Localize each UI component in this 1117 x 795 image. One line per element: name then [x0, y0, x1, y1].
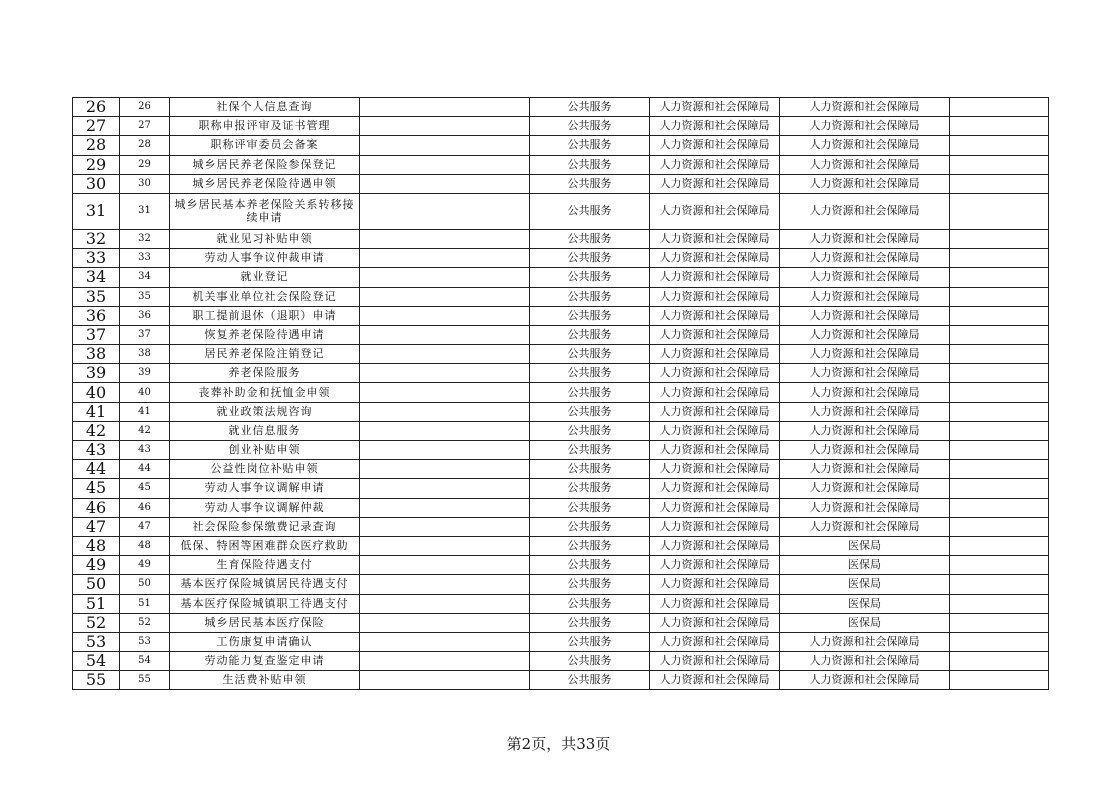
department-cell: 人力资源和社会保障局 [650, 364, 780, 383]
item-code-cell: 45 [120, 479, 170, 498]
remarks-cell [950, 229, 1049, 248]
remarks-cell [950, 594, 1049, 613]
item-name-cell: 基本医疗保险城镇居民待遇支付 [170, 575, 360, 594]
item-name-cell: 社会保险参保缴费记录查询 [170, 517, 360, 536]
remarks-cell [950, 268, 1049, 287]
remarks-cell [950, 325, 1049, 344]
row-number-cell: 40 [73, 383, 120, 402]
item-code-cell: 30 [120, 174, 170, 193]
item-type-cell: 公共服务 [530, 498, 650, 517]
row-number-cell: 44 [73, 460, 120, 479]
table-row [73, 117, 1049, 136]
implementing-agency-cell: 人力资源和社会保障局 [780, 383, 950, 402]
department-cell: 人力资源和社会保障局 [650, 383, 780, 402]
remarks-cell [950, 536, 1049, 555]
blank-cell-cell [360, 249, 530, 268]
department-cell: 人力资源和社会保障局 [650, 498, 780, 517]
item-code-cell: 52 [120, 613, 170, 632]
department-cell: 人力资源和社会保障局 [650, 249, 780, 268]
item-name-cell: 城乡居民基本养老保险关系转移接续申请 [170, 193, 360, 229]
remarks-cell [950, 345, 1049, 364]
table-row [73, 671, 1049, 690]
department-cell: 人力资源和社会保障局 [650, 306, 780, 325]
blank-cell-cell [360, 136, 530, 155]
item-code-cell: 36 [120, 306, 170, 325]
remarks-cell [950, 117, 1049, 136]
row-number-cell: 47 [73, 517, 120, 536]
item-code-cell: 35 [120, 287, 170, 306]
implementing-agency-cell: 人力资源和社会保障局 [780, 136, 950, 155]
table-row [73, 536, 1049, 555]
table-row [73, 517, 1049, 536]
item-code-cell: 54 [120, 652, 170, 671]
row-number-cell: 52 [73, 613, 120, 632]
table-row [73, 229, 1049, 248]
item-type-cell: 公共服务 [530, 421, 650, 440]
department-cell: 人力资源和社会保障局 [650, 268, 780, 287]
implementing-agency-cell: 人力资源和社会保障局 [780, 287, 950, 306]
item-type-cell: 公共服务 [530, 174, 650, 193]
table-row [73, 652, 1049, 671]
item-code-cell: 40 [120, 383, 170, 402]
implementing-agency-cell: 人力资源和社会保障局 [780, 98, 950, 117]
row-number-cell: 38 [73, 345, 120, 364]
table-row [73, 306, 1049, 325]
item-type-cell: 公共服务 [530, 306, 650, 325]
implementing-agency-cell: 人力资源和社会保障局 [780, 498, 950, 517]
item-name-cell: 就业政策法规咨询 [170, 402, 360, 421]
item-type-cell: 公共服务 [530, 98, 650, 117]
row-number-cell: 55 [73, 671, 120, 690]
item-type-cell: 公共服务 [530, 613, 650, 632]
department-cell: 人力资源和社会保障局 [650, 402, 780, 421]
item-code-cell: 26 [120, 98, 170, 117]
item-type-cell: 公共服务 [530, 460, 650, 479]
remarks-cell [950, 652, 1049, 671]
department-cell: 人力资源和社会保障局 [650, 421, 780, 440]
blank-cell-cell [360, 287, 530, 306]
item-name-cell: 城乡居民基本医疗保险 [170, 613, 360, 632]
item-code-cell: 33 [120, 249, 170, 268]
row-number-cell: 27 [73, 117, 120, 136]
item-name-cell: 创业补贴申领 [170, 441, 360, 460]
table-row [73, 575, 1049, 594]
remarks-cell [950, 517, 1049, 536]
item-code-cell: 29 [120, 155, 170, 174]
item-code-cell: 43 [120, 441, 170, 460]
implementing-agency-cell: 人力资源和社会保障局 [780, 229, 950, 248]
item-code-cell: 34 [120, 268, 170, 287]
department-cell: 人力资源和社会保障局 [650, 155, 780, 174]
item-name-cell: 劳动人事争议调解申请 [170, 479, 360, 498]
blank-cell-cell [360, 306, 530, 325]
blank-cell-cell [360, 155, 530, 174]
item-type-cell: 公共服务 [530, 268, 650, 287]
row-number-cell: 48 [73, 536, 120, 555]
item-name-cell: 职称申报评审及证书管理 [170, 117, 360, 136]
item-name-cell: 城乡居民养老保险参保登记 [170, 155, 360, 174]
item-code-cell: 48 [120, 536, 170, 555]
item-code-cell: 51 [120, 594, 170, 613]
row-number-cell: 53 [73, 632, 120, 651]
item-code-cell: 38 [120, 345, 170, 364]
item-name-cell: 低保、特困等困难群众医疗救助 [170, 536, 360, 555]
item-code-cell: 31 [120, 193, 170, 229]
item-name-cell: 基本医疗保险城镇职工待遇支付 [170, 594, 360, 613]
implementing-agency-cell: 人力资源和社会保障局 [780, 117, 950, 136]
remarks-cell [950, 613, 1049, 632]
item-type-cell: 公共服务 [530, 193, 650, 229]
remarks-cell [950, 441, 1049, 460]
item-name-cell: 恢复养老保险待遇申请 [170, 325, 360, 344]
item-type-cell: 公共服务 [530, 652, 650, 671]
implementing-agency-cell: 人力资源和社会保障局 [780, 325, 950, 344]
item-code-cell: 46 [120, 498, 170, 517]
blank-cell-cell [360, 174, 530, 193]
table-row [73, 402, 1049, 421]
implementing-agency-cell: 人力资源和社会保障局 [780, 193, 950, 229]
item-type-cell: 公共服务 [530, 383, 650, 402]
implementing-agency-cell: 人力资源和社会保障局 [780, 460, 950, 479]
department-cell: 人力资源和社会保障局 [650, 193, 780, 229]
table-row [73, 174, 1049, 193]
department-cell: 人力资源和社会保障局 [650, 174, 780, 193]
remarks-cell [950, 383, 1049, 402]
row-number-cell: 30 [73, 174, 120, 193]
table-row [73, 460, 1049, 479]
blank-cell-cell [360, 498, 530, 517]
table-row [73, 268, 1049, 287]
item-type-cell: 公共服务 [530, 136, 650, 155]
item-type-cell: 公共服务 [530, 364, 650, 383]
item-type-cell: 公共服务 [530, 402, 650, 421]
remarks-cell [950, 306, 1049, 325]
item-type-cell: 公共服务 [530, 287, 650, 306]
remarks-cell [950, 402, 1049, 421]
department-cell: 人力资源和社会保障局 [650, 98, 780, 117]
row-number-cell: 33 [73, 249, 120, 268]
item-name-cell: 城乡居民养老保险待遇申领 [170, 174, 360, 193]
department-cell: 人力资源和社会保障局 [650, 632, 780, 651]
item-name-cell: 生育保险待遇支付 [170, 556, 360, 575]
blank-cell-cell [360, 364, 530, 383]
item-type-cell: 公共服务 [530, 479, 650, 498]
table-row [73, 479, 1049, 498]
department-cell: 人力资源和社会保障局 [650, 117, 780, 136]
department-cell: 人力资源和社会保障局 [650, 594, 780, 613]
table-row [73, 556, 1049, 575]
blank-cell-cell [360, 229, 530, 248]
row-number-cell: 34 [73, 268, 120, 287]
table-row [73, 364, 1049, 383]
remarks-cell [950, 249, 1049, 268]
item-code-cell: 39 [120, 364, 170, 383]
department-cell: 人力资源和社会保障局 [650, 536, 780, 555]
item-code-cell: 49 [120, 556, 170, 575]
department-cell: 人力资源和社会保障局 [650, 556, 780, 575]
row-number-cell: 31 [73, 193, 120, 229]
implementing-agency-cell: 人力资源和社会保障局 [780, 155, 950, 174]
implementing-agency-cell: 人力资源和社会保障局 [780, 421, 950, 440]
department-cell: 人力资源和社会保障局 [650, 652, 780, 671]
table-row [73, 98, 1049, 117]
row-number-cell: 54 [73, 652, 120, 671]
table-row [73, 193, 1049, 229]
item-type-cell: 公共服务 [530, 249, 650, 268]
item-name-cell: 职称评审委员会备案 [170, 136, 360, 155]
row-number-cell: 46 [73, 498, 120, 517]
row-number-cell: 51 [73, 594, 120, 613]
item-name-cell: 工伤康复申请确认 [170, 632, 360, 651]
blank-cell-cell [360, 517, 530, 536]
row-number-cell: 37 [73, 325, 120, 344]
department-cell: 人力资源和社会保障局 [650, 441, 780, 460]
item-type-cell: 公共服务 [530, 345, 650, 364]
remarks-cell [950, 556, 1049, 575]
item-type-cell: 公共服务 [530, 517, 650, 536]
item-code-cell: 44 [120, 460, 170, 479]
row-number-cell: 42 [73, 421, 120, 440]
item-type-cell: 公共服务 [530, 671, 650, 690]
remarks-cell [950, 364, 1049, 383]
implementing-agency-cell: 医保局 [780, 594, 950, 613]
blank-cell-cell [360, 193, 530, 229]
remarks-cell [950, 98, 1049, 117]
implementing-agency-cell: 人力资源和社会保障局 [780, 479, 950, 498]
table-row [73, 155, 1049, 174]
blank-cell-cell [360, 556, 530, 575]
item-name-cell: 居民养老保险注销登记 [170, 345, 360, 364]
row-number-cell: 35 [73, 287, 120, 306]
row-number-cell: 28 [73, 136, 120, 155]
item-code-cell: 42 [120, 421, 170, 440]
department-cell: 人力资源和社会保障局 [650, 517, 780, 536]
item-code-cell: 37 [120, 325, 170, 344]
item-code-cell: 32 [120, 229, 170, 248]
table-row [73, 594, 1049, 613]
row-number-cell: 41 [73, 402, 120, 421]
table-row [73, 136, 1049, 155]
table-row [73, 498, 1049, 517]
remarks-cell [950, 460, 1049, 479]
item-type-cell: 公共服务 [530, 229, 650, 248]
remarks-cell [950, 632, 1049, 651]
row-number-cell: 29 [73, 155, 120, 174]
row-number-cell: 50 [73, 575, 120, 594]
item-type-cell: 公共服务 [530, 556, 650, 575]
department-cell: 人力资源和社会保障局 [650, 229, 780, 248]
item-type-cell: 公共服务 [530, 325, 650, 344]
item-type-cell: 公共服务 [530, 155, 650, 174]
page-number: 第2页，共33页 [506, 735, 611, 753]
table-row [73, 421, 1049, 440]
item-code-cell: 47 [120, 517, 170, 536]
row-number-cell: 26 [73, 98, 120, 117]
item-code-cell: 50 [120, 575, 170, 594]
item-type-cell: 公共服务 [530, 575, 650, 594]
item-name-cell: 就业信息服务 [170, 421, 360, 440]
item-name-cell: 就业登记 [170, 268, 360, 287]
department-cell: 人力资源和社会保障局 [650, 287, 780, 306]
row-number-cell: 49 [73, 556, 120, 575]
implementing-agency-cell: 人力资源和社会保障局 [780, 632, 950, 651]
item-name-cell: 劳动能力复查鉴定申请 [170, 652, 360, 671]
blank-cell-cell [360, 460, 530, 479]
department-cell: 人力资源和社会保障局 [650, 345, 780, 364]
blank-cell-cell [360, 402, 530, 421]
row-number-cell: 43 [73, 441, 120, 460]
department-cell: 人力资源和社会保障局 [650, 671, 780, 690]
blank-cell-cell [360, 613, 530, 632]
blank-cell-cell [360, 325, 530, 344]
blank-cell-cell [360, 268, 530, 287]
item-code-cell: 28 [120, 136, 170, 155]
row-number-cell: 45 [73, 479, 120, 498]
blank-cell-cell [360, 421, 530, 440]
blank-cell-cell [360, 536, 530, 555]
implementing-agency-cell: 人力资源和社会保障局 [780, 671, 950, 690]
implementing-agency-cell: 医保局 [780, 613, 950, 632]
item-type-cell: 公共服务 [530, 594, 650, 613]
item-name-cell: 就业见习补贴申领 [170, 229, 360, 248]
implementing-agency-cell: 人力资源和社会保障局 [780, 268, 950, 287]
row-number-cell: 39 [73, 364, 120, 383]
item-name-cell: 丧葬补助金和抚恤金申领 [170, 383, 360, 402]
table-row [73, 441, 1049, 460]
blank-cell-cell [360, 594, 530, 613]
implementing-agency-cell: 医保局 [780, 575, 950, 594]
remarks-cell [950, 155, 1049, 174]
implementing-agency-cell: 人力资源和社会保障局 [780, 345, 950, 364]
table-row [73, 287, 1049, 306]
implementing-agency-cell: 人力资源和社会保障局 [780, 249, 950, 268]
remarks-cell [950, 479, 1049, 498]
blank-cell-cell [360, 575, 530, 594]
implementing-agency-cell: 医保局 [780, 536, 950, 555]
item-name-cell: 生活费补贴申领 [170, 671, 360, 690]
item-code-cell: 41 [120, 402, 170, 421]
service-list-table [72, 97, 1049, 690]
implementing-agency-cell: 人力资源和社会保障局 [780, 174, 950, 193]
remarks-cell [950, 174, 1049, 193]
implementing-agency-cell: 人力资源和社会保障局 [780, 517, 950, 536]
implementing-agency-cell: 人力资源和社会保障局 [780, 402, 950, 421]
item-name-cell: 劳动人事争议仲裁申请 [170, 249, 360, 268]
item-code-cell: 55 [120, 671, 170, 690]
table-row [73, 383, 1049, 402]
item-code-cell: 27 [120, 117, 170, 136]
item-name-cell: 机关事业单位社会保险登记 [170, 287, 360, 306]
item-name-cell: 养老保险服务 [170, 364, 360, 383]
department-cell: 人力资源和社会保障局 [650, 460, 780, 479]
table-row [73, 345, 1049, 364]
row-number-cell: 36 [73, 306, 120, 325]
blank-cell-cell [360, 632, 530, 651]
remarks-cell [950, 193, 1049, 229]
blank-cell-cell [360, 383, 530, 402]
blank-cell-cell [360, 98, 530, 117]
implementing-agency-cell: 人力资源和社会保障局 [780, 441, 950, 460]
item-type-cell: 公共服务 [530, 632, 650, 651]
blank-cell-cell [360, 345, 530, 364]
item-code-cell: 53 [120, 632, 170, 651]
remarks-cell [950, 575, 1049, 594]
remarks-cell [950, 287, 1049, 306]
implementing-agency-cell: 人力资源和社会保障局 [780, 364, 950, 383]
remarks-cell [950, 421, 1049, 440]
department-cell: 人力资源和社会保障局 [650, 325, 780, 344]
remarks-cell [950, 136, 1049, 155]
blank-cell-cell [360, 671, 530, 690]
department-cell: 人力资源和社会保障局 [650, 613, 780, 632]
item-name-cell: 社保个人信息查询 [170, 98, 360, 117]
department-cell: 人力资源和社会保障局 [650, 136, 780, 155]
implementing-agency-cell: 医保局 [780, 556, 950, 575]
implementing-agency-cell: 人力资源和社会保障局 [780, 306, 950, 325]
implementing-agency-cell: 人力资源和社会保障局 [780, 652, 950, 671]
department-cell: 人力资源和社会保障局 [650, 479, 780, 498]
row-number-cell: 32 [73, 229, 120, 248]
item-name-cell: 公益性岗位补贴申领 [170, 460, 360, 479]
blank-cell-cell [360, 479, 530, 498]
remarks-cell [950, 671, 1049, 690]
item-name-cell: 职工提前退休（退职）申请 [170, 306, 360, 325]
item-type-cell: 公共服务 [530, 536, 650, 555]
blank-cell-cell [360, 652, 530, 671]
blank-cell-cell [360, 441, 530, 460]
blank-cell-cell [360, 117, 530, 136]
item-type-cell: 公共服务 [530, 117, 650, 136]
remarks-cell [950, 498, 1049, 517]
table-row [73, 249, 1049, 268]
item-type-cell: 公共服务 [530, 441, 650, 460]
table-row [73, 613, 1049, 632]
table-row [73, 632, 1049, 651]
table-row [73, 325, 1049, 344]
item-name-cell: 劳动人事争议调解仲裁 [170, 498, 360, 517]
department-cell: 人力资源和社会保障局 [650, 575, 780, 594]
